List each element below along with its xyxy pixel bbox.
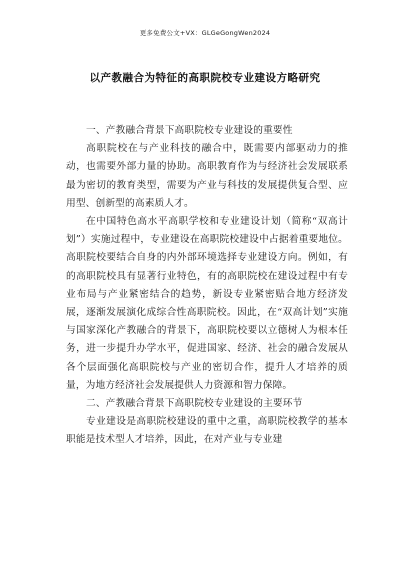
document-body — [66, 122, 348, 450]
header-note: 更多免费公文+VX：GLGeGongWen2024 — [139, 29, 271, 37]
paragraph-1: 高职院校在与产业科技的融合中，既需要内部驱动力的推动，也需要外部力量的协助。高职教育作为与经济社会发展联系最为密切的教育类型，需要为产业与科技的发展提供复合型、应用型、创新型的高素质人才。 — [66, 143, 348, 209]
paragraph-3: 专业建设是高职院校建设的重中之重，高职院校教学的基本职能是技术型人才培养，因此，在对产业与专业建 — [66, 416, 348, 446]
document-title: 以产教融合为特征的高职院校专业建设方略研究 — [89, 72, 321, 84]
section-heading-2: 二、产教融合背景下高职院校专业建设的主要环节 — [86, 398, 303, 410]
paragraph-2: 在中国特色高水平高职学校和专业建设计划（简称“双高计划”）实施过程中，专业建设在高职院校建设中占据着重要地位。高职院校要结合自身的内外部环境选择专业建设方向。例如，有的高职院校具有显著行业特色，有的高职院校在建设过程中有专业布局与产业紧密结合的趋势，新设专业紧密贴合地方经济发展，逐渐发展演化成综合性高职院校。因此，在“双高计划”实施与国家深化产教融合的背景下，高职院校要以立德树人为根本任务，进一步提升办学水平，促进国家、经济、社会的融合发展从各个层面强化高职院校与产业的密切合作，提升人才培养的质量，为地方经济社会发展提供人力资源和智力保障。 — [66, 216, 348, 391]
section-heading-1: 一、产教融合背景下高职院校专业建设的重要性 — [86, 125, 293, 136]
